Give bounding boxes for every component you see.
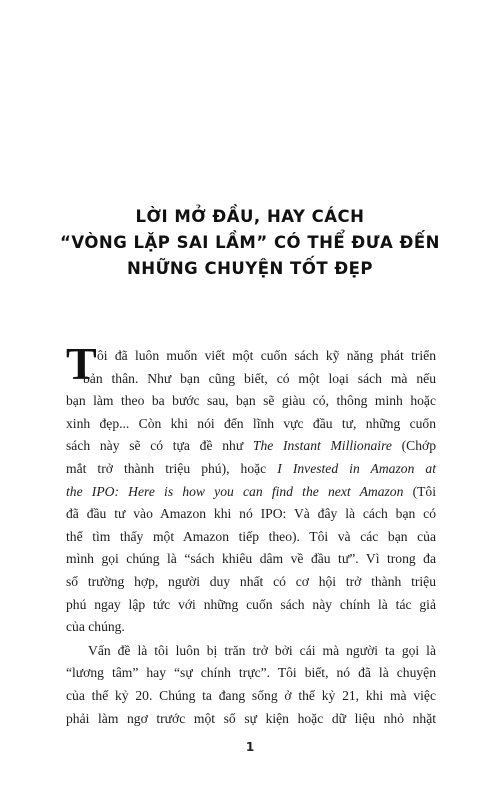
text-line: “lương tâm” hay “sự chính trực”. Tôi biết, nó đã là chuyện (66, 665, 436, 681)
text-fragment: (Chớp (391, 438, 436, 454)
page-number: 1 (245, 740, 255, 754)
text-line: đã đầu tư vào Amazon khi nó IPO: Và đây là cách bạn có (66, 506, 436, 522)
text-line (66, 481, 436, 504)
chapter-title (60, 204, 440, 282)
text-line: bản thân. Như bạn cũng biết, có một loại sách mà nếu (83, 370, 436, 386)
text-fragment: (Tôi (403, 483, 436, 499)
drop-cap: T (66, 338, 97, 389)
book-title: The Instant Millionaire (252, 438, 392, 454)
book-title: the IPO: Here is how you can find the next Amazon (66, 483, 404, 499)
paragraph-1 (66, 338, 436, 639)
text-line: bạn làm theo ba bước sau, bạn sẽ giàu có, thông minh hoặc (66, 393, 436, 409)
text-line: phú ngay lập tức với những cuốn sách này chính là tác giả (66, 596, 436, 612)
text-fragment: mắt trở thành triệu phú), hoặc (66, 460, 278, 476)
chapter-title-line-2: “VÒNG LẶP SAI LẦM” CÓ THỂ ĐƯA ĐẾN (60, 233, 440, 252)
paragraph-2 (66, 640, 436, 730)
chapter-title-line-1: LỜI MỞ ĐẦU, HAY CÁCH (135, 207, 365, 226)
text-line: của thế kỷ 20. Chúng ta đang sống ở thế kỷ 21, khi mà việc (66, 687, 436, 703)
text-line: phải làm ngơ trước một số sự kiện hoặc dữ liệu nhỏ nhặt (66, 710, 436, 726)
text-line: ôi đã luôn muốn viết một cuốn sách kỹ năng phát triển (97, 348, 436, 363)
text-line (66, 458, 436, 481)
text-line (66, 435, 436, 458)
text-line: mình gọi chúng là “sách khiêu dâm về đầu tư”. Vì trong đa (66, 551, 436, 567)
text-line: xinh đẹp... Còn khi nói đến lĩnh vực đầu tư, những cuốn (66, 415, 436, 431)
text-line: số trường hợp, người duy nhất có cơ hội trở thành triệu (66, 573, 436, 589)
text-line: thể tìm thấy một Amazon tiếp theo). Tôi và các bạn của (66, 528, 436, 544)
chapter-title-line-3: NHỮNG CHUYỆN TỐT ĐẸP (126, 259, 374, 278)
body-text (66, 338, 436, 730)
text-line: Vấn đề là tôi luôn bị trăn trở bởi cái mà người ta gọi là (88, 642, 436, 658)
text-line: của chúng. (66, 619, 125, 635)
text-fragment: sách này sẽ có tựa đề như (66, 438, 253, 454)
book-title: I Invested in Amazon at (277, 460, 436, 476)
